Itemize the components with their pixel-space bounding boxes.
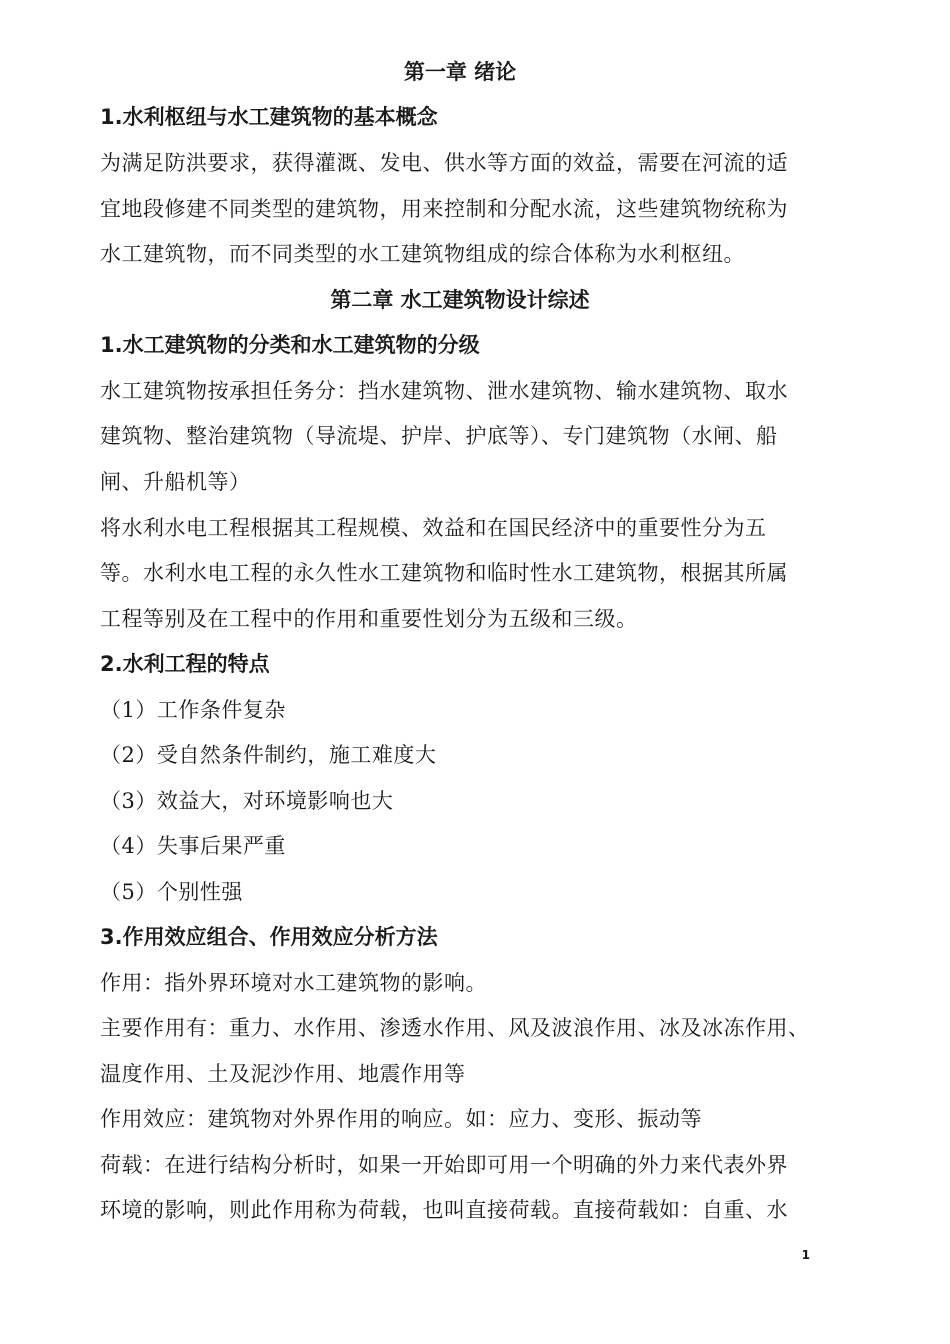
chapter-1-title: 第一章 绪论	[403, 60, 517, 84]
page-number: 1	[801, 1248, 810, 1262]
paragraph-line: 工程等别及在工程中的作用和重要性划分为五级和三级。	[100, 607, 638, 631]
paragraph-line: 作用：指外界环境对水工建筑物的影响。	[100, 971, 487, 995]
paragraph-line: 水工建筑物按承担任务分：挡水建筑物、泄水建筑物、输水建筑物、取水	[100, 379, 788, 403]
paragraph-line: 为满足防洪要求，获得灌溉、发电、供水等方面的效益，需要在河流的适	[100, 151, 788, 175]
list-item: （1）工作条件复杂	[100, 698, 286, 722]
section-heading-1-1: 1.水利枢纽与水工建筑物的基本概念	[100, 105, 438, 129]
list-item: （3）效益大，对环境影响也大	[100, 789, 394, 813]
paragraph-line: 等。水利水电工程的永久性水工建筑物和临时性水工建筑物，根据其所属	[100, 561, 788, 585]
chapter-2-title: 第二章 水工建筑物设计综述	[330, 288, 590, 312]
paragraph-line: 建筑物、整治建筑物（导流堤、护岸、护底等）、专门建筑物（水闸、船	[100, 424, 778, 448]
section-heading-2-3: 3.作用效应组合、作用效应分析方法	[100, 925, 438, 949]
paragraph-line: 荷载：在进行结构分析时，如果一开始即可用一个明确的外力来代表外界	[100, 1153, 788, 1177]
list-item: （5）个别性强	[100, 880, 243, 904]
paragraph-line: 将水利水电工程根据其工程规模、效益和在国民经济中的重要性分为五	[100, 516, 767, 540]
paragraph-line: 水工建筑物，而不同类型的水工建筑物组成的综合体称为水利枢纽。	[100, 242, 745, 266]
list-item: （2）受自然条件制约，施工难度大	[100, 743, 437, 767]
section-heading-2-1: 1.水工建筑物的分类和水工建筑物的分级	[100, 333, 480, 357]
paragraph-line: 闸、升船机等）	[100, 470, 251, 494]
paragraph-line: 宜地段修建不同类型的建筑物，用来控制和分配水流，这些建筑物统称为	[100, 197, 788, 221]
section-heading-2-2: 2.水利工程的特点	[100, 652, 270, 676]
paragraph-line: 温度作用、土及泥沙作用、地震作用等	[100, 1062, 466, 1086]
paragraph-line: 环境的影响，则此作用称为荷载，也叫直接荷载。直接荷载如：自重、水	[100, 1198, 788, 1222]
paragraph-line: 作用效应：建筑物对外界作用的响应。如：应力、变形、振动等	[100, 1107, 702, 1131]
list-item: （4）失事后果严重	[100, 834, 286, 858]
paragraph-line: 主要作用有：重力、水作用、渗透水作用、风及波浪作用、冰及冰冻作用、	[100, 1016, 810, 1040]
